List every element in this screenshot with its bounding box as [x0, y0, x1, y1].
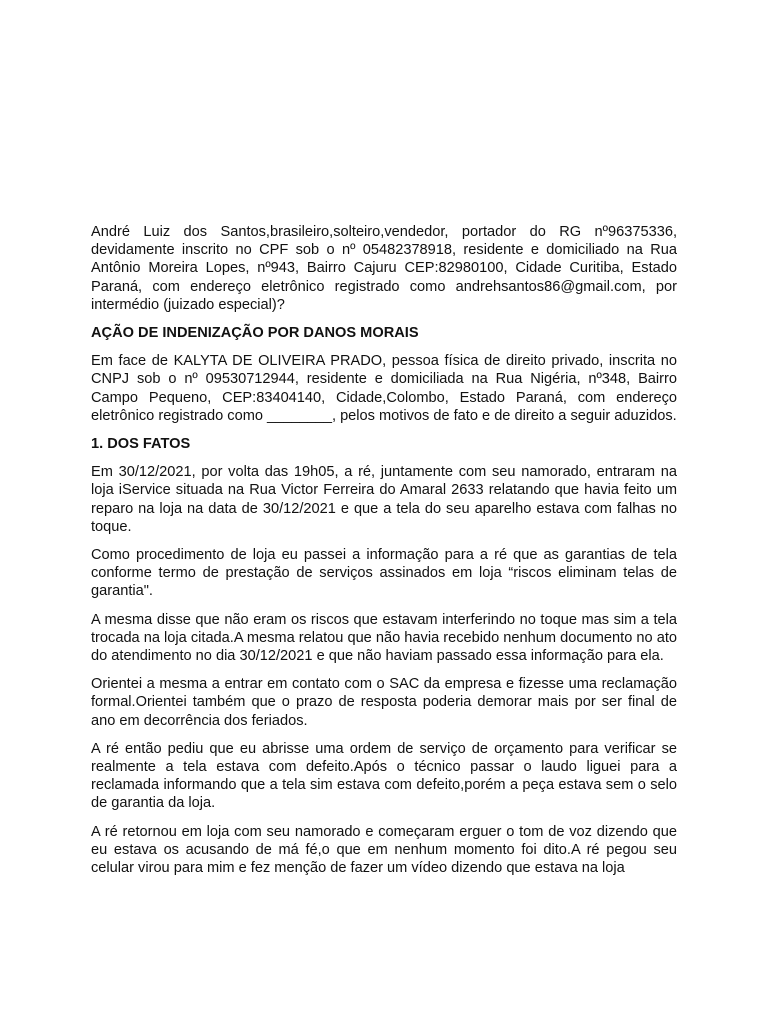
defendant-paragraph: Em face de KALYTA DE OLIVEIRA PRADO, pessoa física de direito privado, inscrita no CNPJ sob o nº 09530712944, residente e domiciliada na Rua Nigéria, nº348, Bairro Campo Pequeno, CEP:83404140, Cidade,Colombo, Estado Paraná, com endereço eletrônico registrado como ________, pelos motivos de fato e de direito a seguir aduzidos.: [91, 353, 677, 424]
facts-paragraph-3: A mesma disse que não eram os riscos que estavam interferindo no toque mas sim a tela trocada na loja citada.A mesma relatou que não havia recebido nenhum documento no ato do atendimento no dia 30/12/2021 e que não haviam passado essa informação para ela.: [91, 611, 677, 665]
intro-paragraph: André Luiz dos Santos,brasileiro,solteiro,vendedor, portador do RG nº96375336, devidamente inscrito no CPF sob o nº 05482378918, residente e domiciliado na Rua Antônio Moreira Lopes, nº943, Bairro Cajuru CEP:82980100, Cidade Curitiba, Estado Paraná, com endereço eletrônico registrado como andrehsantos86@gmail.com, por intermédio (juizado especial)?: [91, 224, 677, 313]
facts-paragraph-1: Em 30/12/2021, por volta das 19h05, a ré, juntamente com seu namorado, entraram na loja iService situada na Rua Victor Ferreira do Amaral 2633 relatando que havia feito um reparo na loja na data de 30/12/2021 e que a tela do seu aparelho estava com falhas no toque.: [91, 464, 677, 535]
facts-paragraph-6: A ré retornou em loja com seu namorado e começaram erguer o tom de voz dizendo que eu estava os acusando de má fé,o que em nenhum momento foi dito.A ré pegou seu celular virou para mim e fez menção de fazer um vídeo dizendo que estava na loja: [91, 823, 677, 877]
facts-paragraph-2: Como procedimento de loja eu passei a informação para a ré que as garantias de tela conforme termo de prestação de serviços assinados em loja “riscos eliminam telas de garantia".: [91, 547, 677, 600]
document-body: [91, 223, 677, 887]
facts-paragraph-5: A ré então pediu que eu abrisse uma ordem de serviço de orçamento para verificar se realmente a tela estava com defeito.Após o técnico passar o laudo liguei para a reclamada informando que a tela sim estava com defeito,porém a peça estava sem o selo de garantia da loja.: [91, 740, 677, 812]
section-heading: 1. DOS FATOS: [91, 436, 191, 453]
document-title: AÇÃO DE INDENIZAÇÃO POR DANOS MORAIS: [91, 325, 419, 342]
facts-paragraph-4: Orientei a mesma a entrar em contato com o SAC da empresa e fizesse uma reclamação formal.Orientei também que o prazo de resposta poderia demorar mais por ser final de ano em decorrência dos feriados.: [91, 676, 677, 729]
